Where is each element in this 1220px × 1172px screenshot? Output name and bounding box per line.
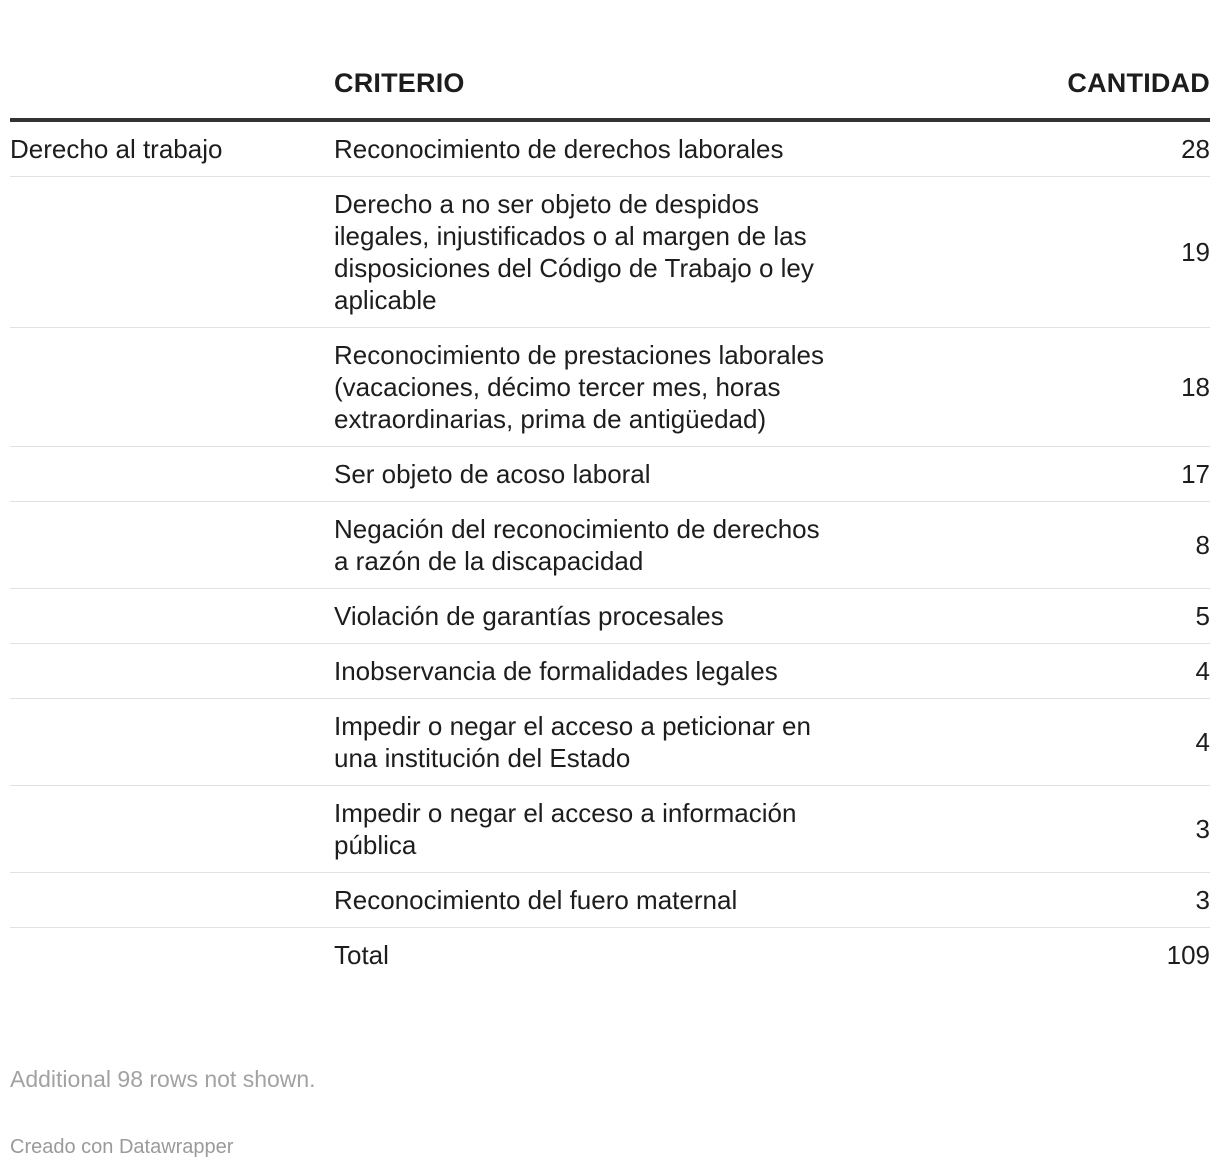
criterio-cell: Ser objeto de acoso laboral [334,447,824,502]
column-header-cantidad[interactable]: CANTIDAD [824,0,1210,120]
criterio-cell: Impedir o negar el acceso a información pública [334,786,824,873]
data-table [10,0,1210,982]
category-cell [10,699,334,786]
category-cell [10,502,334,589]
criterio-cell: Negación del reconocimiento de derechos a razón de la discapacidad [334,502,824,589]
cantidad-cell: 3 [824,786,1210,873]
total-row [10,928,1210,983]
category-cell [10,177,334,328]
table-row [10,177,1210,328]
table-notes: Additional 98 rows not shown. [10,1066,316,1092]
cantidad-cell: 4 [824,699,1210,786]
total-value: 109 [1166,940,1210,970]
criterio-cell: Reconocimiento de derechos laborales [334,120,824,177]
total-category-cell [10,928,334,983]
table-row [10,786,1210,873]
cantidad-cell: 4 [824,644,1210,699]
table-row [10,589,1210,644]
category-cell [10,873,334,928]
criterio-cell: Reconocimiento de prestaciones laborales (vacaciones, décimo tercer mes, horas extraordinarias, prima de antigüedad) [334,328,824,447]
column-header-category[interactable] [10,0,334,120]
table-row [10,699,1210,786]
table-header-row [10,0,1210,120]
table-row [10,120,1210,177]
table-row [10,873,1210,928]
category-cell [10,447,334,502]
table-row [10,447,1210,502]
cantidad-cell: 5 [824,589,1210,644]
cantidad-cell: 17 [824,447,1210,502]
category-cell [10,589,334,644]
table-row [10,502,1210,589]
total-label: Total [334,940,389,970]
criterio-cell: Violación de garantías procesales [334,589,824,644]
cantidad-cell: 3 [824,873,1210,928]
column-header-criterio[interactable]: CRITERIO [334,0,824,120]
table-body [10,120,1210,982]
data-table-container [10,0,1210,982]
datawrapper-credit[interactable]: Creado con Datawrapper [10,1136,234,1158]
criterio-cell: Impedir o negar el acceso a peticionar en una institución del Estado [334,699,824,786]
category-cell [10,328,334,447]
criterio-cell: Derecho a no ser objeto de despidos ilegales, injustificados o al margen de las disposiciones del Código de Trabajo o ley aplicable [334,177,824,328]
cantidad-cell: 18 [824,328,1210,447]
criterio-cell: Reconocimiento del fuero maternal [334,873,824,928]
table-row [10,328,1210,447]
cantidad-cell: 8 [824,502,1210,589]
criterio-cell: Inobservancia de formalidades legales [334,644,824,699]
cantidad-cell: 28 [824,120,1210,177]
table-row [10,644,1210,699]
category-cell: Derecho al trabajo [10,120,334,177]
category-cell [10,644,334,699]
cantidad-cell: 19 [824,177,1210,328]
category-cell [10,786,334,873]
